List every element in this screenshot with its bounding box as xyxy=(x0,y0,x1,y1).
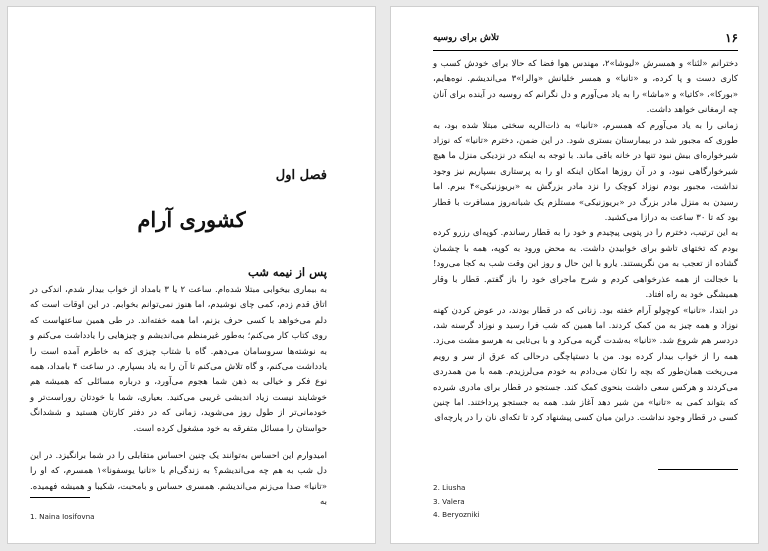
paragraph: در ابتدا، «تانیا» کوچولو آرام خفته بود. زنانی که در قطار بودند، در عوض کردن کهنه نوزاد و همه چیز به من کمک کردند. اما همین که شب فرا رسید و نوزاد گرسنه شد، دردسر هم شروع شد. «تانیا» به‌شدت گریه می‌کرد و با بی‌تابی به هرسو مشت می‌زد. همه را از خواب بیدار کرده بود. من با دستپاچگی درحالی که عرق از سر و رویم می‌ریخت همان‌طور که بچه را تکان می‌دادم به خودم می‌لرزیدم. همه با من همدردی می‌کردند و هرکس سعی داشت بنحوی کمک کند. جستجو در قطار برای مادری شیرده که بتواند کمی به «تانیا» من شیر دهد آغاز شد. همه به جستجو پرداختند. اما چنین کسی در قطار وجود نداشت. دراین میان کسی پیشنهاد کرد تا تکه‌ای نان را در پارچه‌ای xyxy=(433,305,738,424)
footnote-divider xyxy=(658,469,738,470)
page-number: ۱۶ xyxy=(725,31,738,45)
running-header xyxy=(433,33,738,49)
footnote-divider xyxy=(30,497,90,498)
footnote: 4. Beryozniki xyxy=(433,510,480,519)
right-page xyxy=(390,6,759,544)
paragraph: زمانی را به یاد می‌آورم که همسرم، «تانیا» به ذات‌الریه سختی مبتلا شده بود، به طوری که مجبور شد در بیمارستان بستری شود. در این ضمن، دخترم «تانیا» که نوزاد شیرخواره‌ای بیش نبود تنها در خانه باقی ماند. با توجه به اینکه در نزدیکی منزل ما هیچ شیرخوارگاهی نبود، و در آن روزها امکان اینکه او را به پرستاری بسپاریم نیز وجود نداشت، مجبور بودم نوزاد کوچک را نزد مادر بزرگش به «بریوزنیکی»۴ ببرم. اما رسیدن به منزل مادر بزرگ در «بریوزنیکی» مستلزم یک شبانه‌روز مسافرت با قطار بود که تا ۳۰ ساعت به درازا می‌کشید. xyxy=(433,120,738,224)
footnote: 3. Valera xyxy=(433,496,465,506)
right-body-text xyxy=(433,57,738,427)
chapter-title: کشوری آرام xyxy=(137,207,246,232)
left-body-text xyxy=(30,283,327,511)
left-page xyxy=(7,6,376,544)
footnote: 1. Naina Iosifovna xyxy=(30,512,95,521)
paragraph: دخترانم «لئنا» و همسرش «لیوشا»۲، مهندس هوا فضا که حالا برای خودش کسب و کاری دست و پا کرده، و «تانیا» و همسر خلبانش «والرا»۳ می‌اندیشم. نوه‌هایم، «بورکا»، «کاتیا» و «ماشا» را به یاد می‌آورم و دل نگرانم که روسیه در آینده برای آنان چه ارمغانی خواهد داشت. xyxy=(433,59,738,116)
footnotes xyxy=(30,510,95,524)
paragraph: امیدوارم این احساس به‌توانند یک چنین احساس متقابلی را در شما برانگیزد. در این دل شب به هم چه می‌اندیشم؟ به زندگی‌ام با «تانیا یوسفونا»۱ همسرم، که او را «تانیا» صدا می‌زنم می‌اندیشم. همسری حساس و بامحبت، شکیبا و همیشه فهمیده. به xyxy=(30,451,327,508)
paragraph: به این ترتیب، دخترم را در پتویی پیچیدم و خود را به قطار رساندم. کوپه‌ای رزرو کرده بودم که تختهای تاشو برای خوابیدن داشت. به محض ورود به کوپه، همه با چشمان گشاده از تعجب به من نگریستند. یارو با این حال و روز این وقت شب به کجا می‌رود! با خجالت از همه عذرخواهی کردم و شرح ماجرای خود را باز گفتم. قطار با وقار همیشگی خود به راه افتاد. xyxy=(433,228,738,301)
chapter-label: فصل اول xyxy=(275,168,327,183)
footnotes xyxy=(433,481,480,522)
footnote: 2. Liusha xyxy=(433,483,466,492)
running-title: تلاش برای روسیه xyxy=(433,33,499,43)
header-rule xyxy=(433,50,738,51)
section-title: پس از نیمه شب xyxy=(247,265,327,279)
paragraph: به بیماری بیخوابی مبتلا شده‌ام. ساعت ۲ یا ۳ بامداد از خواب بیدار شدم، اندکی در اتاق قدم زدم، کمی چای نوشیدم، اما هنوز نمی‌توانم بخوابم. در این اوقات است که دلم می‌خواهد با کسی حرف بزنم، اما همه خفته‌اند. در طی همین ساعتهاست که روی کتاب کار می‌کنم؛ به‌طور غیرمنظم می‌اندیشم و چیزهایی را یادداشت می‌کنم و به نوشته‌ها سروسامان می‌دهم. گاه با شتاب چیزی که به خاطرم آمده است را یادداشت می‌کنم، و گاه تلاش می‌کنم تا آن را به یاد بسپارم. در ساعت ۴ بامداد، همه نوع فکر و خیالی به ذهن شما هجوم می‌آورد، و درباره مسائلی که همیشه هم خوشایند نیست زیاد اندیشی غریبی می‌کنید. بعیاری، شما با خودتان روراست‌تر و خودمانی‌تر از طول روز می‌شوید، زمانی که در دفتر کارتان هستید و ششدانگ حواستان را مسائل متفرقه به خود مشغول کرده است. xyxy=(30,285,327,434)
